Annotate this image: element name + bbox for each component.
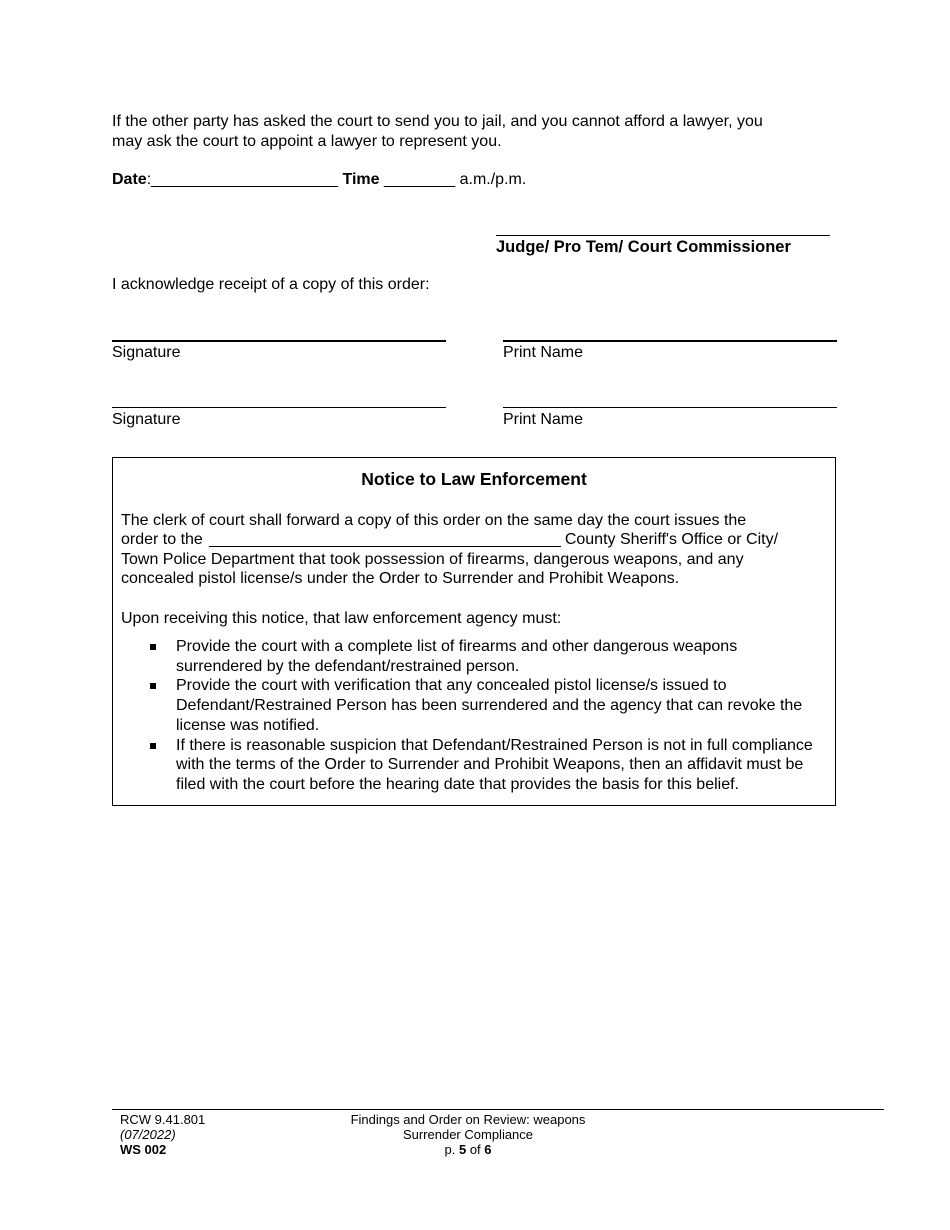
- signature-line-2[interactable]: [112, 407, 446, 408]
- footer-rcw: RCW 9.41.801: [120, 1112, 206, 1127]
- footer-divider: [112, 1109, 884, 1110]
- notice-bullet-list: [113, 637, 833, 795]
- county-sheriff-text: County Sheriff's Office or City/: [564, 531, 779, 548]
- page-current: 5: [458, 1142, 467, 1157]
- bullet-square-icon: [150, 743, 156, 749]
- bullet-square-icon: [150, 644, 156, 650]
- footer-title-line-1: Findings and Order on Review: weapons: [350, 1112, 586, 1127]
- page-prefix: p.: [444, 1142, 456, 1157]
- judge-label: Judge/ Pro Tem/ Court Commissioner: [496, 238, 791, 256]
- order-to-label: order to the: [121, 531, 203, 548]
- footer-form-number: WS 002: [120, 1142, 167, 1157]
- intro-line-2: may ask the court to appoint a lawyer to represent you.: [112, 133, 502, 150]
- time-label: Time: [342, 171, 380, 188]
- print-name-label-1: Print Name: [503, 344, 584, 361]
- list-item: [113, 637, 833, 676]
- county-blank-field[interactable]: [209, 530, 561, 547]
- bullet-text-1: Provide the court with a complete list of firearms and other dangerous weapons surrendered by the defendant/restrained person.: [176, 638, 738, 675]
- page-of: of: [469, 1142, 481, 1157]
- print-name-line-1[interactable]: [503, 340, 837, 342]
- page-total: 6: [484, 1142, 492, 1157]
- list-item: [113, 676, 833, 735]
- judge-signature-line[interactable]: [496, 235, 830, 236]
- bullet-text-2: Provide the court with verification that any concealed pistol license/s issued to Defendant/Restrained Person has been surrendered and the agency that can revoke the license was notified.: [176, 677, 803, 734]
- notice-para1-line2: [121, 530, 778, 550]
- footer-date: (07/2022): [120, 1127, 176, 1142]
- date-field[interactable]: :_____________________: [146, 171, 338, 188]
- intro-line-1: If the other party has asked the court to send you to jail, and you cannot afford a lawyer, you: [112, 113, 763, 130]
- bullet-square-icon: [150, 683, 156, 689]
- notice-para1-line4: concealed pistol license/s under the Order to Surrender and Prohibit Weapons.: [121, 570, 680, 587]
- footer-page-number: [318, 1142, 618, 1157]
- notice-para2-intro: Upon receiving this notice, that law enforcement agency must:: [121, 610, 562, 627]
- acknowledge-text: I acknowledge receipt of a copy of this order:: [112, 276, 430, 293]
- print-name-label-2: Print Name: [503, 411, 584, 428]
- list-item: [113, 736, 833, 795]
- signature-line-1[interactable]: [112, 340, 446, 342]
- signature-label-1: Signature: [112, 344, 181, 361]
- date-time-line: [112, 170, 526, 190]
- notice-para1-line3: Town Police Department that took possession of firearms, dangerous weapons, and any: [121, 551, 744, 568]
- time-field[interactable]: ________ a.m./p.m.: [383, 171, 527, 188]
- date-label: Date: [112, 171, 147, 188]
- footer-title-line-2: Surrender Compliance: [402, 1127, 534, 1142]
- bullet-text-3: If there is reasonable suspicion that Defendant/Restrained Person is not in full compliance with the terms of the Order to Surrender and Prohibit Weapons, then an affidavit must be filed with the court before the hearing date that provides the basis for this belief.: [176, 736, 813, 793]
- print-name-line-2[interactable]: [503, 407, 837, 408]
- signature-label-2: Signature: [112, 411, 181, 428]
- notice-box: [112, 457, 836, 806]
- notice-para1-line1: The clerk of court shall forward a copy of this order on the same day the court issues the: [121, 512, 747, 529]
- notice-title: Notice to Law Enforcement: [361, 469, 587, 489]
